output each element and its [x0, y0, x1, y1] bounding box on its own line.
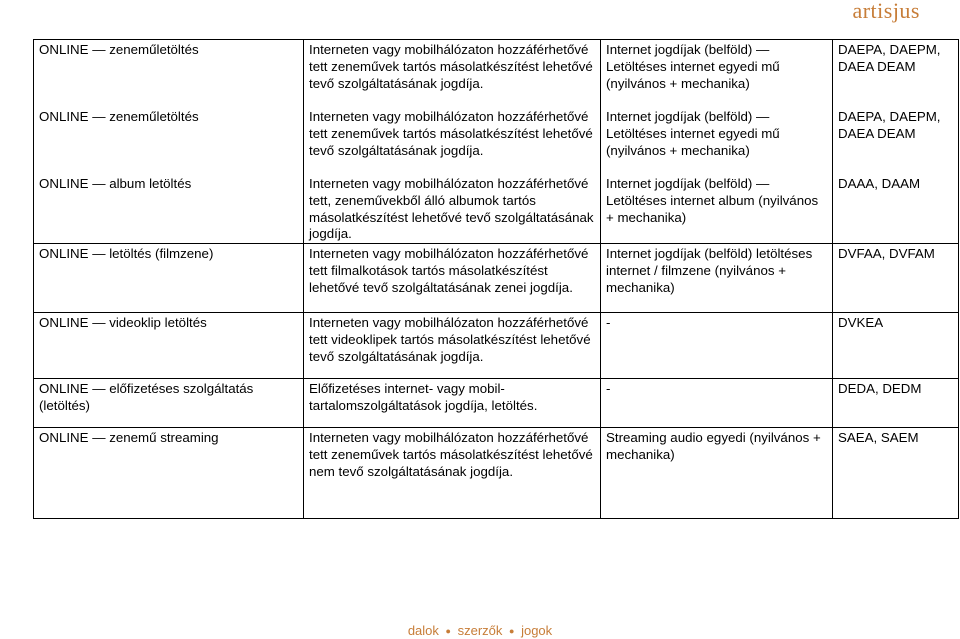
service-description: Interneten vagy mobilhálózaton hozzáférhetővé tett, zeneművekből álló albumok tartós másolatkészítést lehetővé tevő szolgáltatásának jogdíja.	[309, 176, 594, 242]
right-category: -	[601, 379, 833, 428]
service-description: Interneten vagy mobilhálózaton hozzáférhetővé tett zeneművek tartós másolatkészítést lehetővé tevő szolgáltatásának jogdíja.	[309, 109, 593, 158]
service-description: Interneten vagy mobilhálózaton hozzáférhetővé tett zeneművek tartós másolatkészítést lehetővé nem tevő szolgáltatásának jogdíja.	[304, 428, 601, 519]
service-name-cell	[34, 40, 304, 244]
table-row	[34, 313, 959, 379]
codes-cell	[833, 40, 959, 244]
service-name: ONLINE — album letöltés	[39, 176, 192, 191]
right-category: Internet jogdíjak (belföld) — Letöltéses internet egyedi mű (nyilvános + mechanika)	[606, 109, 780, 158]
license-codes: DAAA, DAAM	[838, 176, 921, 191]
footer-tagline	[0, 623, 960, 638]
service-name: ONLINE — zeneműletöltés	[39, 109, 199, 124]
service-description: Előfizetéses internet- vagy mobil-tartalomszolgáltatások jogdíja, letöltés.	[304, 379, 601, 428]
service-name: ONLINE — zeneműletöltés	[39, 42, 199, 57]
artisjus-logo: artisjus	[852, 0, 920, 23]
license-table	[33, 39, 959, 519]
license-codes: DVFAA, DVFAM	[833, 244, 959, 313]
license-codes: SAEA, SAEM	[833, 428, 959, 519]
table-row	[34, 428, 959, 519]
service-name: ONLINE — videoklip letöltés	[34, 313, 304, 379]
table-row	[34, 379, 959, 428]
right-category: Internet jogdíjak (belföld) — Letöltéses internet album (nyilvános + mechanika)	[606, 176, 819, 225]
license-codes: DAEPA, DAEPM, DAEA DEAM	[838, 42, 941, 74]
footer-link-jogok: jogok	[521, 623, 553, 638]
right-category-cell	[601, 40, 833, 244]
table-row	[34, 40, 959, 244]
right-category: -	[601, 313, 833, 379]
service-description: Interneten vagy mobilhálózaton hozzáférhetővé tett zeneművek tartós másolatkészítést lehetővé tevő szolgáltatásának jogdíja.	[309, 42, 593, 91]
service-description-cell	[304, 40, 601, 244]
service-description: Interneten vagy mobilhálózaton hozzáférhetővé tett videoklipek tartós másolatkészítést lehetővé tevő szolgáltatásának jogdíja.	[304, 313, 601, 379]
table-row	[34, 244, 959, 313]
license-codes: DEDA, DEDM	[833, 379, 959, 428]
footer-link-szerzok: szerzők	[457, 623, 503, 638]
bullet-icon: ●	[509, 626, 515, 636]
bullet-icon: ●	[445, 626, 451, 636]
footer-link-dalok: dalok	[407, 623, 439, 638]
license-codes: DVKEA	[833, 313, 959, 379]
right-category: Streaming audio egyedi (nyilvános + mechanika)	[601, 428, 833, 519]
right-category: Internet jogdíjak (belföld) letöltéses internet / filmzene (nyilvános + mechanika)	[601, 244, 833, 313]
service-description: Interneten vagy mobilhálózaton hozzáférhetővé tett filmalkotások tartós másolatkészítést lehetővé tevő szolgáltatásának zenei jogdíja.	[304, 244, 601, 313]
right-category: Internet jogdíjak (belföld) — Letöltéses internet egyedi mű (nyilvános + mechanika)	[606, 42, 780, 91]
service-name: ONLINE — letöltés (filmzene)	[34, 244, 304, 313]
service-name: ONLINE — előfizetéses szolgáltatás (letöltés)	[34, 379, 304, 428]
service-name: ONLINE — zenemű streaming	[34, 428, 304, 519]
license-codes: DAEPA, DAEPM, DAEA DEAM	[838, 109, 941, 141]
